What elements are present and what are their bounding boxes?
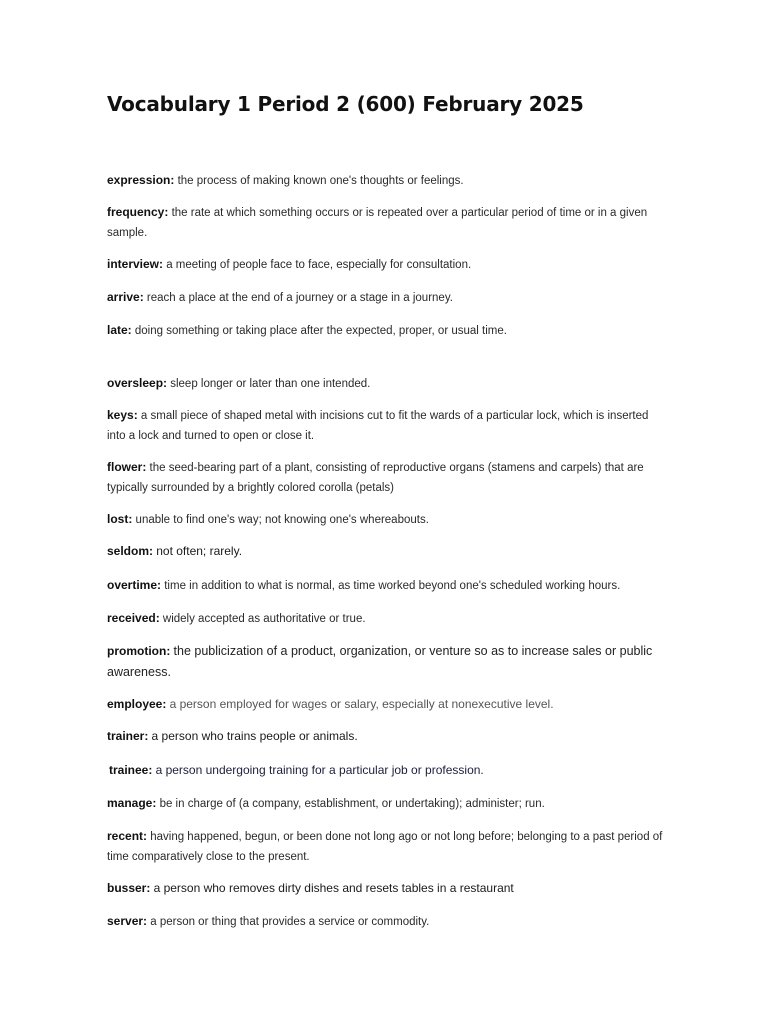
vocab-entry-interview (107, 254, 667, 275)
vocab-term: manage: (107, 796, 157, 810)
vocab-entry-overtime (107, 575, 667, 596)
vocab-term: keys: (107, 408, 138, 422)
vocab-definition: doing something or taking place after the expected, proper, or usual time. (134, 325, 507, 337)
page-title: Vocabulary 1 Period 2 (600) February 2025 (107, 92, 584, 116)
vocab-entry-manage (107, 793, 667, 814)
vocab-definition: be in charge of (a company, establishment, or undertaking); administer; run. (159, 798, 545, 810)
vocab-entry-received (107, 608, 667, 629)
vocab-entry-trainee (109, 760, 669, 781)
vocab-entry-promotion (107, 641, 667, 683)
vocab-entry-lost (107, 509, 667, 530)
vocab-definition: unable to find one's way; not knowing one's whereabouts. (135, 514, 429, 526)
vocab-term: trainer: (107, 729, 149, 743)
vocab-definition: a person undergoing training for a particular job or profession. (155, 763, 484, 777)
vocab-term: received: (107, 611, 160, 625)
vocab-entry-employee (107, 694, 667, 715)
vocab-term: interview: (107, 257, 164, 271)
vocab-definition: a small piece of shaped metal with incisions cut to fit the wards of a particular lock, which is inserted into a lock and turned to open or close it. (107, 410, 649, 442)
vocab-entry-frequency (107, 202, 667, 243)
vocab-entry-server (107, 911, 667, 932)
vocab-definition: a person who trains people or animals. (151, 729, 358, 743)
vocab-entry-trainer (107, 726, 667, 747)
vocab-definition: having happened, begun, or been done not long ago or not long before; belonging to a past period of time comparatively close to the present. (107, 831, 663, 863)
vocab-entry-oversleep (107, 373, 667, 394)
vocab-term: seldom: (107, 544, 154, 558)
vocab-term: arrive: (107, 290, 144, 304)
vocab-entry-keys (107, 405, 667, 446)
vocab-term: overtime: (107, 578, 162, 592)
vocab-term: recent: (107, 829, 148, 843)
vocab-term: frequency: (107, 205, 169, 219)
vocab-definition: the rate at which something occurs or is repeated over a particular period of time or in a given sample. (107, 207, 648, 239)
vocab-term: busser: (107, 881, 151, 895)
vocab-entry-seldom (107, 541, 667, 562)
vocab-term: flower: (107, 460, 147, 474)
vocab-entry-recent (107, 826, 667, 867)
vocab-definition: reach a place at the end of a journey or a stage in a journey. (146, 292, 453, 304)
vocab-definition: the seed-bearing part of a plant, consisting of reproductive organs (stamens and carpels) that are typically surrounded by a brightly colored corolla (petals) (107, 462, 644, 494)
vocab-term: oversleep: (107, 376, 168, 390)
vocab-entry-late (107, 320, 667, 341)
vocab-definition: the publicization of a product, organization, or venture so as to increase sales or public awareness. (107, 644, 653, 679)
vocab-term: promotion: (107, 644, 171, 658)
vocab-entry-arrive (107, 287, 667, 308)
vocab-definition: the process of making known one's thoughts or feelings. (177, 175, 464, 187)
vocab-definition: a person or thing that provides a service or commodity. (150, 916, 430, 928)
vocab-term: late: (107, 323, 132, 337)
vocab-entry-busser (107, 878, 667, 899)
vocab-term: trainee: (109, 763, 153, 777)
vocab-term: lost: (107, 512, 133, 526)
vocab-definition: a person employed for wages or salary, especially at nonexecutive level. (169, 697, 554, 711)
vocab-definition: sleep longer or later than one intended. (170, 378, 371, 390)
vocab-definition: not often; rarely. (156, 544, 243, 558)
vocab-term: employee: (107, 697, 167, 711)
vocab-entry-expression (107, 170, 667, 191)
vocab-definition: widely accepted as authoritative or true. (162, 613, 366, 625)
vocab-definition: a person who removes dirty dishes and resets tables in a restaurant (153, 881, 514, 895)
vocab-definition: a meeting of people face to face, especially for consultation. (166, 259, 472, 271)
vocab-entry-flower (107, 457, 667, 498)
vocab-term: expression: (107, 173, 175, 187)
vocab-term: server: (107, 914, 148, 928)
vocab-definition: time in addition to what is normal, as time worked beyond one's scheduled working hours. (164, 580, 621, 592)
